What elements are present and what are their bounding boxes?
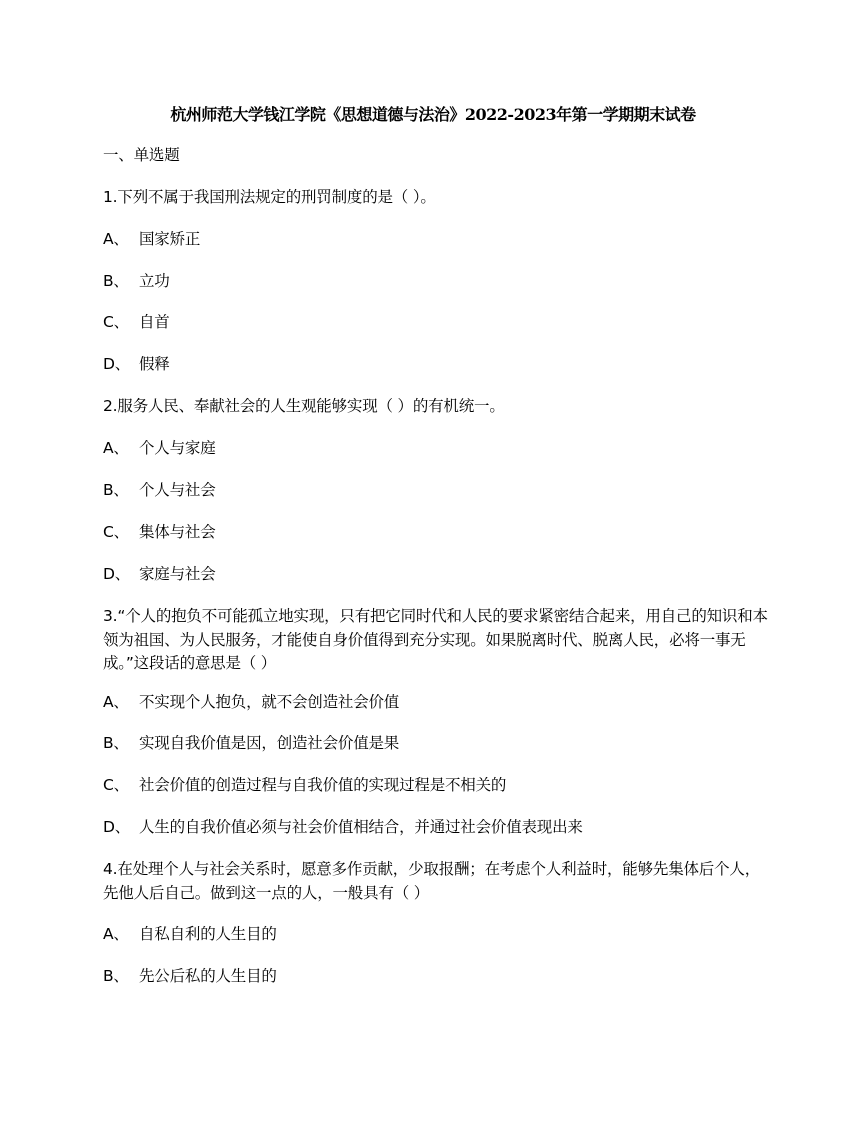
option-letter: B、 <box>103 967 129 985</box>
answer-option <box>103 774 773 798</box>
option-text: 个人与社会 <box>139 481 216 499</box>
option-text: 实现自我价值是因，创造社会价值是果 <box>139 734 400 752</box>
option-text: 个人与家庭 <box>139 439 216 457</box>
question-stem: 2.服务人民、奉献社会的人生观能够实现（ ）的有机统一。 <box>103 397 505 415</box>
answer-option <box>103 965 773 989</box>
option-letter: A、 <box>103 439 129 457</box>
option-letter: D、 <box>103 565 131 583</box>
option-letter: B、 <box>103 272 129 290</box>
answer-option <box>103 437 773 461</box>
answer-option <box>103 228 773 252</box>
option-text: 立功 <box>139 272 170 290</box>
option-text: 国家矫正 <box>139 230 201 248</box>
answer-option <box>103 732 773 756</box>
answer-option <box>103 479 773 503</box>
option-letter: B、 <box>103 734 129 752</box>
question-stem: 1.下列不属于我国刑法规定的刑罚制度的是（ ）。 <box>103 188 436 206</box>
option-letter: C、 <box>103 523 129 541</box>
option-text: 假释 <box>139 355 170 373</box>
option-letter: D、 <box>103 355 131 373</box>
answer-option <box>103 923 773 947</box>
option-letter: C、 <box>103 776 129 794</box>
option-letter: B、 <box>103 481 129 499</box>
section-heading: 一、单选题 <box>103 146 180 164</box>
document-title: 杭州师范大学钱江学院《思想道德与法治》2022-2023年第一学期期末试卷 <box>170 105 696 124</box>
option-text: 社会价值的创造过程与自我价值的实现过程是不相关的 <box>139 776 507 794</box>
answer-option <box>103 353 773 377</box>
option-letter: A、 <box>103 230 129 248</box>
answer-option <box>103 311 773 335</box>
option-text: 集体与社会 <box>139 523 216 541</box>
question-stem: 3.“个人的抱负不可能孤立地实现，只有把它同时代和人民的要求紧密结合起来，用自己的知识和本领为祖国、为人民服务，才能使自身价值得到充分实现。如果脱离时代、脱离人民，必将一事无成。”这段话的意思是（ ） <box>103 607 768 672</box>
answer-option <box>103 563 773 587</box>
option-text: 不实现个人抱负，就不会创造社会价值 <box>139 693 400 711</box>
option-text: 家庭与社会 <box>139 565 216 583</box>
option-letter: A、 <box>103 925 129 943</box>
option-letter: C、 <box>103 313 129 331</box>
answer-option <box>103 816 773 840</box>
option-text: 人生的自我价值必须与社会价值相结合，并通过社会价值表现出来 <box>139 818 583 836</box>
option-letter: D、 <box>103 818 131 836</box>
option-text: 先公后私的人生目的 <box>139 967 277 985</box>
question-stem: 4.在处理个人与社会关系时，愿意多作贡献，少取报酬；在考虑个人利益时，能够先集体后个人，先他人后自己。做到这一点的人，一般具有（ ） <box>103 860 760 902</box>
answer-option <box>103 521 773 545</box>
option-text: 自私自利的人生目的 <box>139 925 277 943</box>
answer-option <box>103 270 773 294</box>
option-letter: A、 <box>103 693 129 711</box>
option-text: 自首 <box>139 313 170 331</box>
answer-option <box>103 691 773 715</box>
